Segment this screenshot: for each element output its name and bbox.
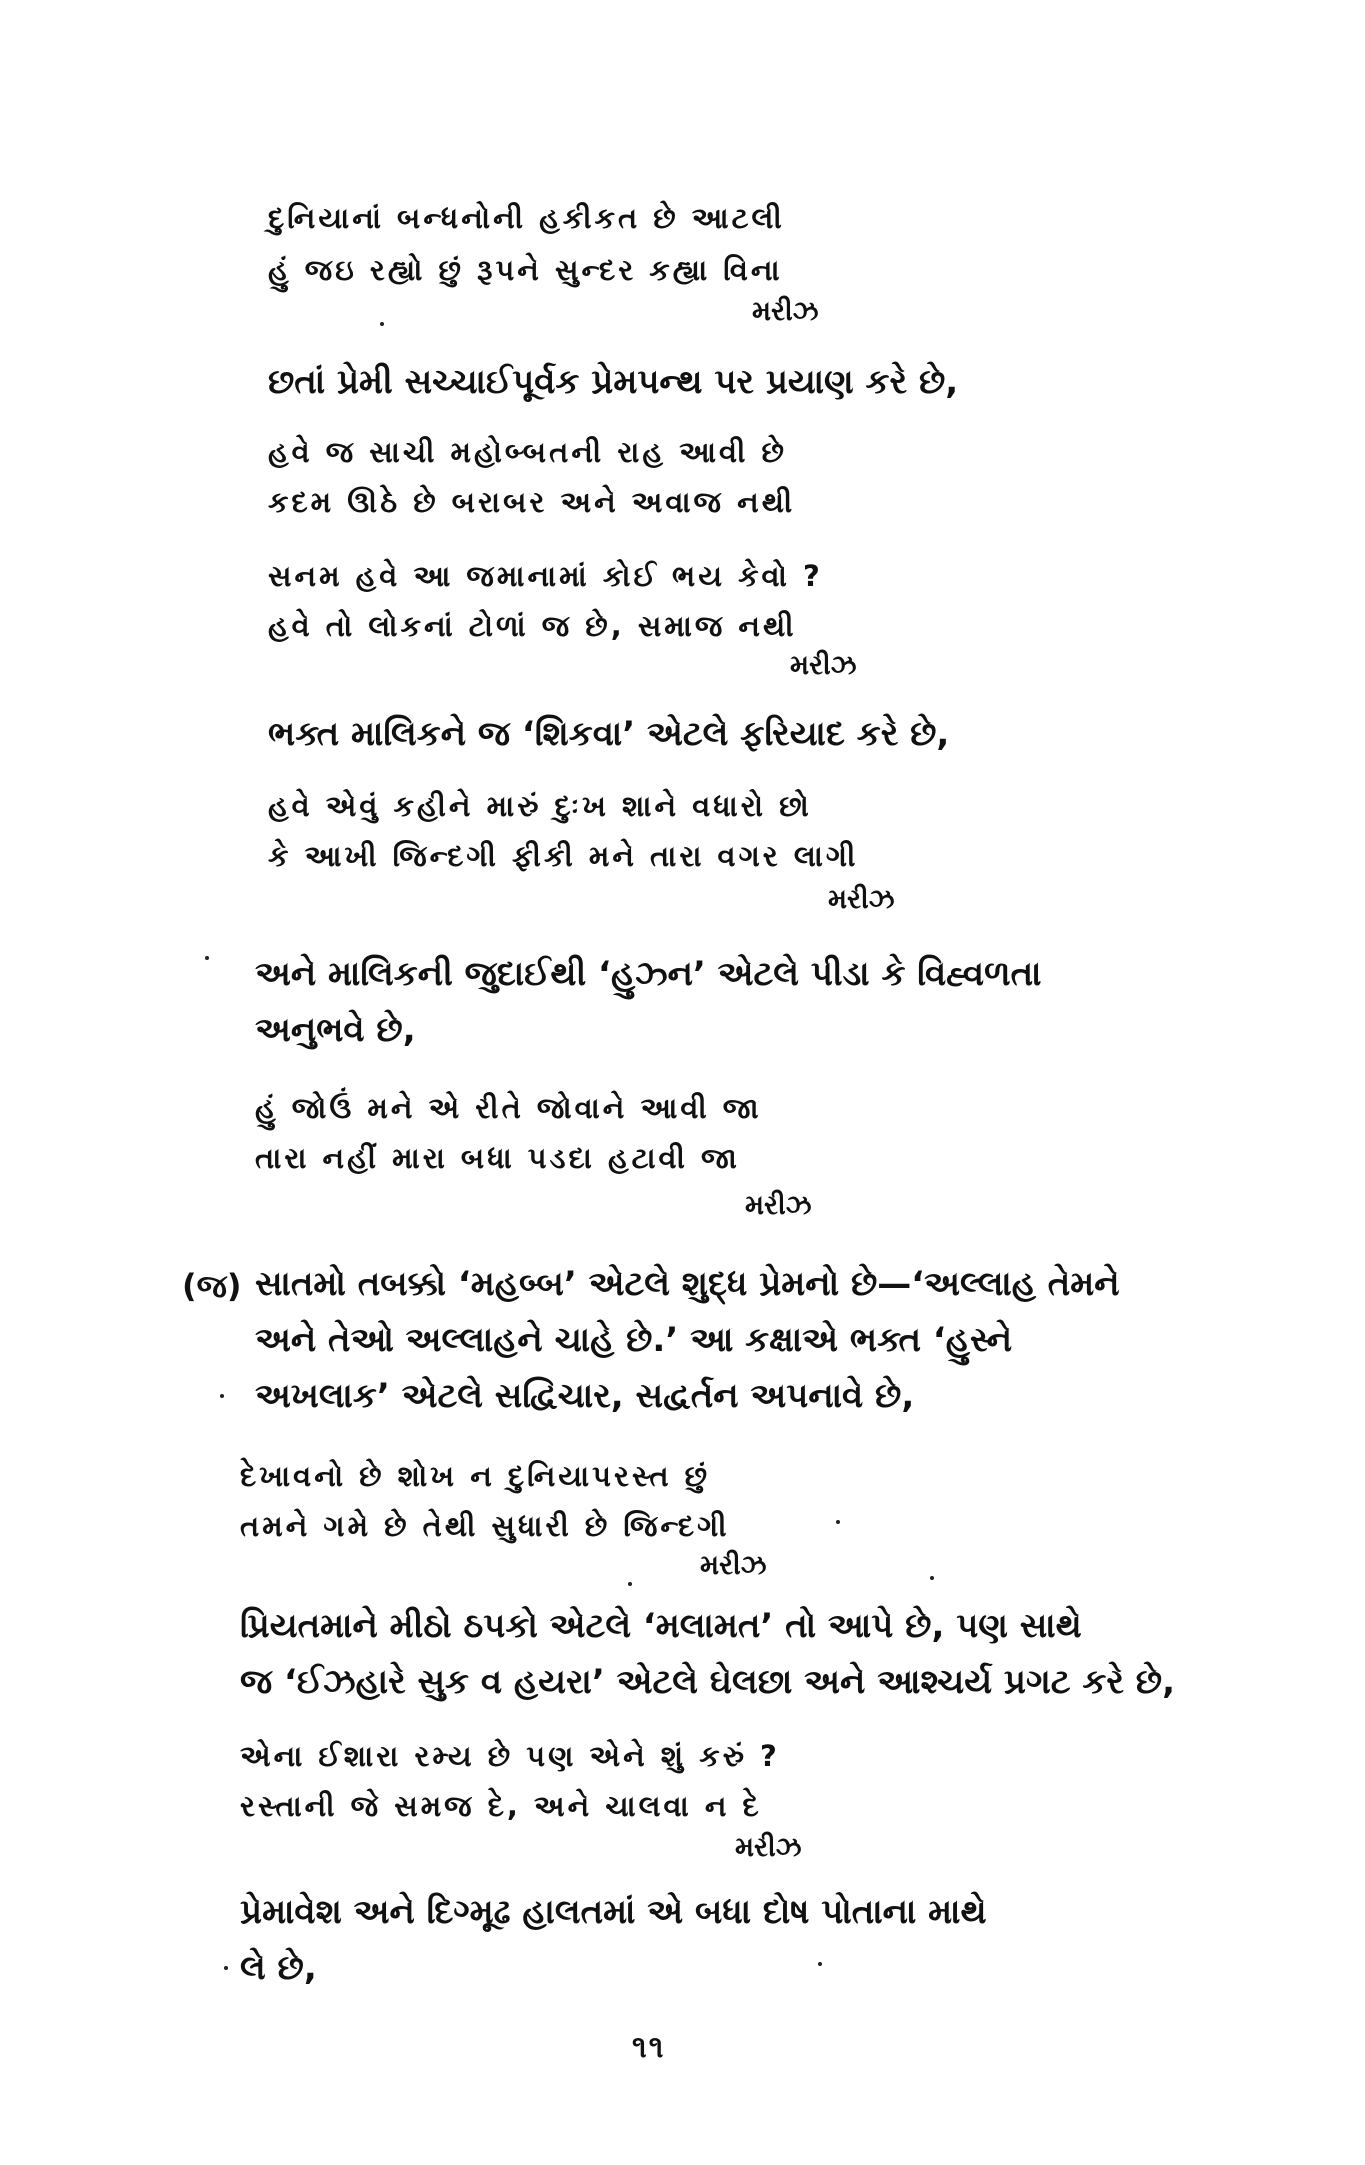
- verse-line: દેખાવનો છે શોખ ન દુનિયાપરસ્ત છું: [240, 1459, 711, 1493]
- paragraph-line: છતાં પ્રેમી સચ્ચાઈપૂર્વક પ્રેમપન્થ પર પ્રયાણ કરે છે,: [268, 362, 959, 402]
- paragraph-line: ભક્ત માલિકને જ ‘શિકવા’ એટલે ફરિયાદ કરે છે,: [268, 714, 950, 754]
- scan-speck: [380, 322, 384, 326]
- poet-signature: મરીઝ: [828, 884, 895, 915]
- paragraph-line: પ્રેમાવેશ અને દિગ્મૂઢ હાલતમાં એ બધા દોષ પોતાના માથે: [240, 1892, 987, 1932]
- scan-speck: [205, 956, 209, 960]
- verse-line: એના ઈશારા રમ્ય છે પણ એને શું કરું ?: [240, 1739, 780, 1773]
- verse-line: હવે જ સાચી મહોબ્બતની રાહ આવી છે: [268, 435, 787, 469]
- verse-line: હું જોઉં મને એ રીતે જોવાને આવી જા: [255, 1091, 762, 1125]
- paragraph-line: સાતમો તબક્કો ‘મહબ્બ’ એટલે શુદ્ધ પ્રેમનો છે—‘અલ્લાહ તેમને: [255, 1264, 1120, 1304]
- verse-line: હવે તો લોકનાં ટોળાં જ છે, સમાજ નથી: [268, 609, 797, 643]
- poet-signature: મરીઝ: [790, 650, 857, 681]
- section-label: (જ): [182, 1267, 242, 1305]
- verse-line: હવે એવું કહીને મારું દુઃખ શાને વધારો છો: [268, 789, 812, 823]
- verse-line: સનમ હવે આ જમાનામાં કોઈ ભય કેવો ?: [268, 559, 823, 593]
- paragraph-line: લે છે,: [240, 1948, 317, 1988]
- poet-signature: મરીઝ: [752, 296, 819, 327]
- scan-speck: [836, 1520, 840, 1524]
- paragraph-line: અનુભવે છે,: [255, 1010, 416, 1050]
- scan-speck: [220, 1394, 224, 1398]
- verse-line: તારા નહીં મારા બધા પડદા હટાવી જા: [255, 1141, 740, 1175]
- scan-speck: [628, 1582, 632, 1586]
- scan-speck: [930, 1576, 934, 1580]
- poet-signature: મરીઝ: [745, 1190, 812, 1221]
- paragraph-line: પ્રિયતમાને મીઠો ઠપકો એટલે ‘મલામત’ તો આપે છે, પણ સાથે: [240, 1606, 1082, 1646]
- verse-line: દુનિયાનાં બન્ધનોની હકીકત છે આટલી: [268, 201, 785, 235]
- scan-speck: [818, 1962, 822, 1966]
- verse-line: હું જઇ રહ્યો છું રૂપને સુન્દર કહ્યા વિના: [268, 253, 783, 287]
- verse-line: કદમ ઊઠે છે બરાબર અને અવાજ નથી: [268, 485, 796, 519]
- scan-speck: [224, 1966, 228, 1970]
- verse-line: કે આખી જિન્દગી ફીકી મને તારા વગર લાગી: [268, 839, 859, 873]
- verse-line: તમને ગમે છે તેથી સુધારી છે જિન્દગી: [240, 1509, 730, 1543]
- poet-signature: મરીઝ: [735, 1832, 802, 1863]
- verse-line: રસ્તાની જે સમજ દે, અને ચાલવા ન દે: [240, 1789, 762, 1823]
- paragraph-line: જ ‘ઈઝહારે સુક વ હયરા’ એટલે ઘેલછા અને આશ્ચર્ય પ્રગટ કરે છે,: [240, 1662, 1176, 1702]
- page-number: ૧૧: [632, 2030, 666, 2065]
- poet-signature: મરીઝ: [700, 1550, 767, 1581]
- paragraph-line: અને માલિકની જુદાઈથી ‘હુઝ્ન’ એટલે પીડા કે વિહ્વળતા: [255, 954, 1042, 994]
- paragraph-line: અખલાક’ એટલે સદ્વિચાર, સદ્વર્તન અપનાવે છે,: [255, 1376, 915, 1416]
- paragraph-line: અને તેઓ અલ્લાહને ચાહે છે.’ આ કક્ષાએ ભક્ત ‘હુસ્ને: [255, 1320, 1013, 1360]
